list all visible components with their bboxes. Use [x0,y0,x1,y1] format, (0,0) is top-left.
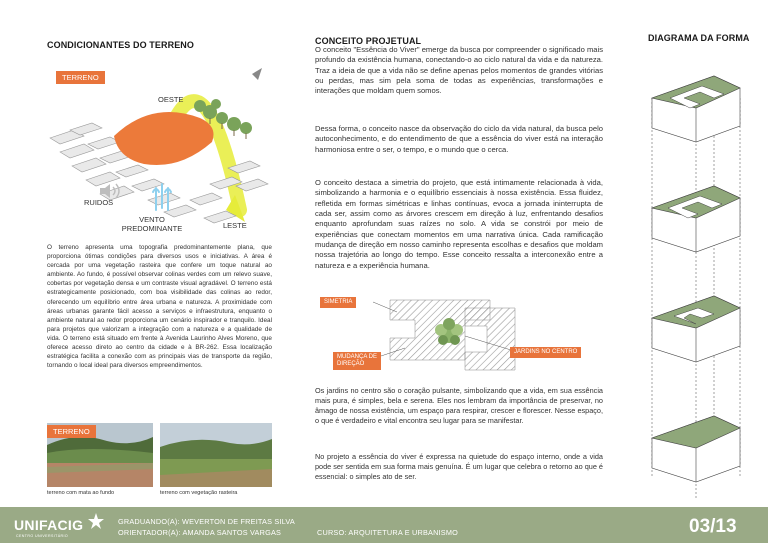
footer-course: CURSO: ARQUITETURA E URBANISMO [317,528,459,537]
terrain-photo-grass [160,423,272,487]
concept-paragraph-3: O conceito destaca a simetria do projeto, que está intimamente relacionada à vida, simbolizando a harmonia e o equilíbrio essenciais à nossa existência. Essa fluidez, refletida em formas simétricas e linhas contínuas, evoca a jornada ininterrupta de cada ser, assim como as árvores crescem em direção à luz, enfrentando desafios enquanto aprofundam suas raízes no solo. A vida se constrói por meio de experiências que conectam momentos em uma narrativa única. Cada ramificação mudança de direção em nosso caminho representa escolhas e desafios que moldam nossa trajetória ao longo do tempo. Esse conceito ressalta a interconexão entre a natureza e a experiência humana. [315,178,603,270]
footer-student: GRADUANDO(A): WEVERTON DE FREITAS SILVA [118,517,296,526]
terrain-tag: TERRENO [56,71,105,84]
footer-advisor: ORIENTADOR(A): AMANDA SANTOS VARGAS [118,528,282,537]
terrain-shape [114,112,214,165]
label-noise: RUIDOS [84,198,114,207]
section-title-form-diagram: DIAGRAMA DA FORMA [648,33,750,43]
star-icon [88,513,104,529]
north-arrow-icon [252,68,262,80]
form-block-4 [652,416,740,482]
tag-central-gardens: JARDINS NO CENTRO [510,347,581,358]
page-number: 03/13 [689,516,737,537]
section-title-conditions: CONDICIONANTES DO TERRENO [47,40,195,50]
hatched-plan-right [465,308,515,370]
logo: UNIFACIG [14,517,84,533]
footer [0,507,768,543]
photo-caption-2: terreno com vegetação rasteira [160,490,238,496]
tag-change-direction: MUDANÇA DE DIREÇÃO [333,352,381,370]
photo-caption-1: terreno com mata ao fundo [47,490,115,496]
terrain-description: O terreno apresenta uma topografia predominantemente plana, que proporciona ótimas condições para diversos usos e iniciativas. A área é cercada por uma vegetação rasteira que confere um toque natural ao ambiente. Ao fundo, é possível observar colinas verdes com um relevo suave, cobertas por vegetação densa e um contraste visual agradável. O terreno está estrategicamente posicionado, com boa visibilidade das colinas ao redor, oferecendo um equilíbrio entre área urbana e natureza. A proximidade com áreas urbanas garante fácil acesso a serviços e infraestrutura, enquanto o ambiente natural ao redor proporciona um cenário inspirador e tranquilo. Ideal para projetos que valorizam a integração com a natureza e a qualidade de vida. O terreno está situado em frente à Avenida Laurinho Alves Moreno, que oferece acesso direto ao centro da cidade e à BR-262. Essa localização estratégica facilita a conexão com as principais vias de transporte da região, tornando o local ideal para diversos empreendimentos. [47,244,272,370]
site-illustration [40,60,280,240]
section-title-concept: CONCEITO PROJETUAL [315,36,422,46]
concept-paragraph-2: Dessa forma, o conceito nasce da observação do ciclo da vida natural, da busca pelo autoconhecimento, e do entendimento de que a essência do viver está na interação harmoniosa entre o ser, o tempo, e o mundo que o cerca. [315,124,603,154]
form-diagram [640,58,758,498]
label-east: LESTE [223,221,247,230]
concept-paragraph-5: No projeto a essência do viver é expressa na quietude do espaço interno, onde a vida pode ser sentida em sua forma mais genuína. É um lugar que celebra o retorno ao que é essencial: o simples ato de ser. [315,452,603,481]
label-wind: VENTO PREDOMINANTE [121,215,183,233]
tag-symmetry: SIMETRIA [320,297,356,308]
form-block-2 [652,186,740,252]
form-block-3 [652,296,740,362]
photos-tag: TERRENO [47,425,96,438]
label-west: OESTE [158,95,184,104]
form-block-1 [652,76,740,142]
wind-icon [153,184,171,210]
concept-paragraph-4: Os jardins no centro são o coração pulsante, simbolizando que a vida, em sua essência mais pura, é simples, bela e serena. Eles nos lembram da importância de preservar, no âmago de nossa existência, um espaço para respirar, crescer e florescer. Nesse espaço, o que é verdadeiro e vital encontra seu lugar para se manifestar. [315,386,603,425]
concept-paragraph-1: O conceito "Essência do Viver" emerge da busca por compreender o significado mais profundo da existência humana, conectando-o ao ciclo natural da vida e da natureza. Traz a ideia de que a vida não se define apenas pelos momentos de grandes vitórias ou perdas, mas sim pela soma de todas as experiências, transformações e interações que moldam quem somos. [315,45,603,96]
logo-subtitle: CENTRO UNIVERSITÁRIO [16,534,69,538]
